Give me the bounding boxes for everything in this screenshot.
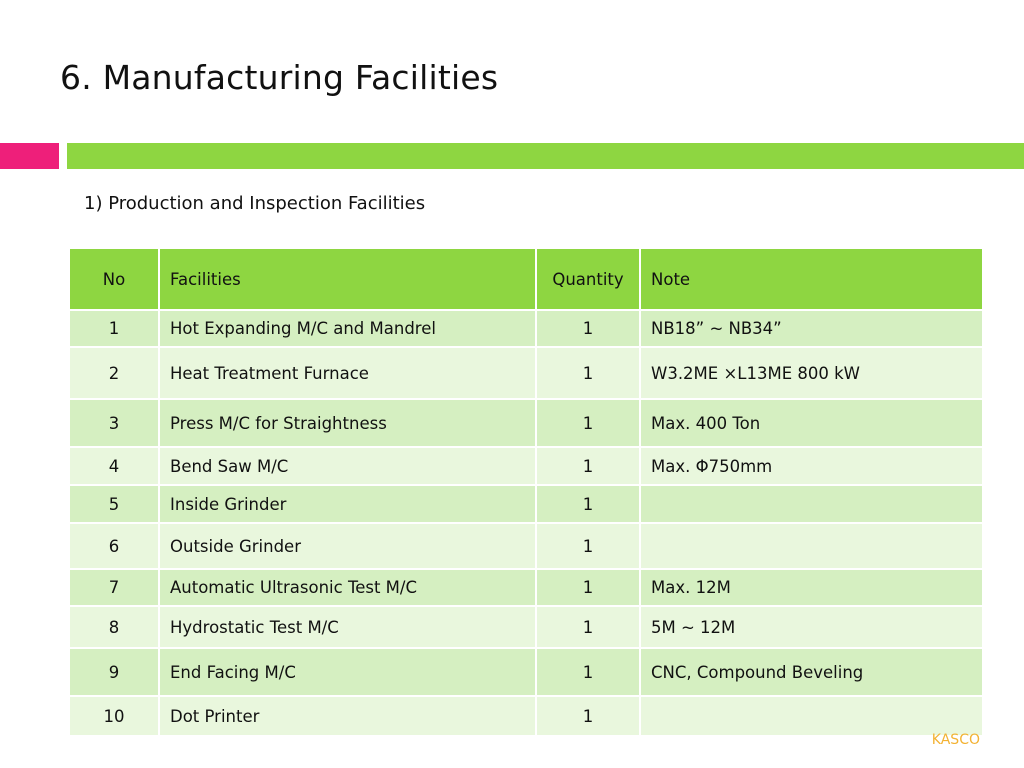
cell-quantity: 1 <box>536 569 640 606</box>
accent-bar-pink <box>0 143 59 169</box>
cell-quantity: 1 <box>536 347 640 399</box>
table-row <box>69 347 983 399</box>
cell-note <box>640 523 983 569</box>
cell-quantity: 1 <box>536 485 640 523</box>
cell-no: 5 <box>69 485 159 523</box>
cell-note: W3.2ME ×L13ME 800 kW <box>640 347 983 399</box>
table-row <box>69 606 983 648</box>
header-facilities: Facilities <box>159 248 536 310</box>
cell-note: CNC, Compound Beveling <box>640 648 983 696</box>
cell-quantity: 1 <box>536 648 640 696</box>
cell-note: 5M ~ 12M <box>640 606 983 648</box>
cell-quantity: 1 <box>536 606 640 648</box>
cell-quantity: 1 <box>536 523 640 569</box>
accent-bar-green <box>67 143 1024 169</box>
cell-facility: Outside Grinder <box>159 523 536 569</box>
page-title: 6. Manufacturing Facilities <box>60 58 499 97</box>
cell-facility: Bend Saw M/C <box>159 447 536 485</box>
cell-facility: Inside Grinder <box>159 485 536 523</box>
cell-no: 6 <box>69 523 159 569</box>
facilities-table <box>68 247 984 737</box>
cell-note <box>640 485 983 523</box>
cell-quantity: 1 <box>536 447 640 485</box>
cell-note: Max. 12M <box>640 569 983 606</box>
cell-no: 3 <box>69 399 159 447</box>
section-subtitle: 1) Production and Inspection Facilities <box>84 193 426 214</box>
table-row <box>69 447 983 485</box>
footer-brand: KASCO <box>931 732 980 748</box>
cell-facility: Hydrostatic Test M/C <box>159 606 536 648</box>
table-row <box>69 485 983 523</box>
cell-note: NB18” ~ NB34” <box>640 310 983 347</box>
table-header-row <box>69 248 983 310</box>
table-row <box>69 399 983 447</box>
cell-quantity: 1 <box>536 310 640 347</box>
table-row <box>69 696 983 736</box>
cell-no: 9 <box>69 648 159 696</box>
header-quantity: Quantity <box>536 248 640 310</box>
cell-note: Max. Φ750mm <box>640 447 983 485</box>
cell-facility: Hot Expanding M/C and Mandrel <box>159 310 536 347</box>
cell-no: 1 <box>69 310 159 347</box>
cell-quantity: 1 <box>536 696 640 736</box>
cell-facility: Automatic Ultrasonic Test M/C <box>159 569 536 606</box>
cell-facility: Dot Printer <box>159 696 536 736</box>
cell-note <box>640 696 983 736</box>
cell-facility: End Facing M/C <box>159 648 536 696</box>
cell-facility: Press M/C for Straightness <box>159 399 536 447</box>
cell-no: 4 <box>69 447 159 485</box>
cell-note: Max. 400 Ton <box>640 399 983 447</box>
table-row <box>69 523 983 569</box>
cell-no: 8 <box>69 606 159 648</box>
table-row <box>69 648 983 696</box>
table-row <box>69 310 983 347</box>
cell-no: 2 <box>69 347 159 399</box>
header-note: Note <box>640 248 983 310</box>
cell-quantity: 1 <box>536 399 640 447</box>
cell-facility: Heat Treatment Furnace <box>159 347 536 399</box>
cell-no: 7 <box>69 569 159 606</box>
header-no: No <box>69 248 159 310</box>
table-row <box>69 569 983 606</box>
cell-no: 10 <box>69 696 159 736</box>
